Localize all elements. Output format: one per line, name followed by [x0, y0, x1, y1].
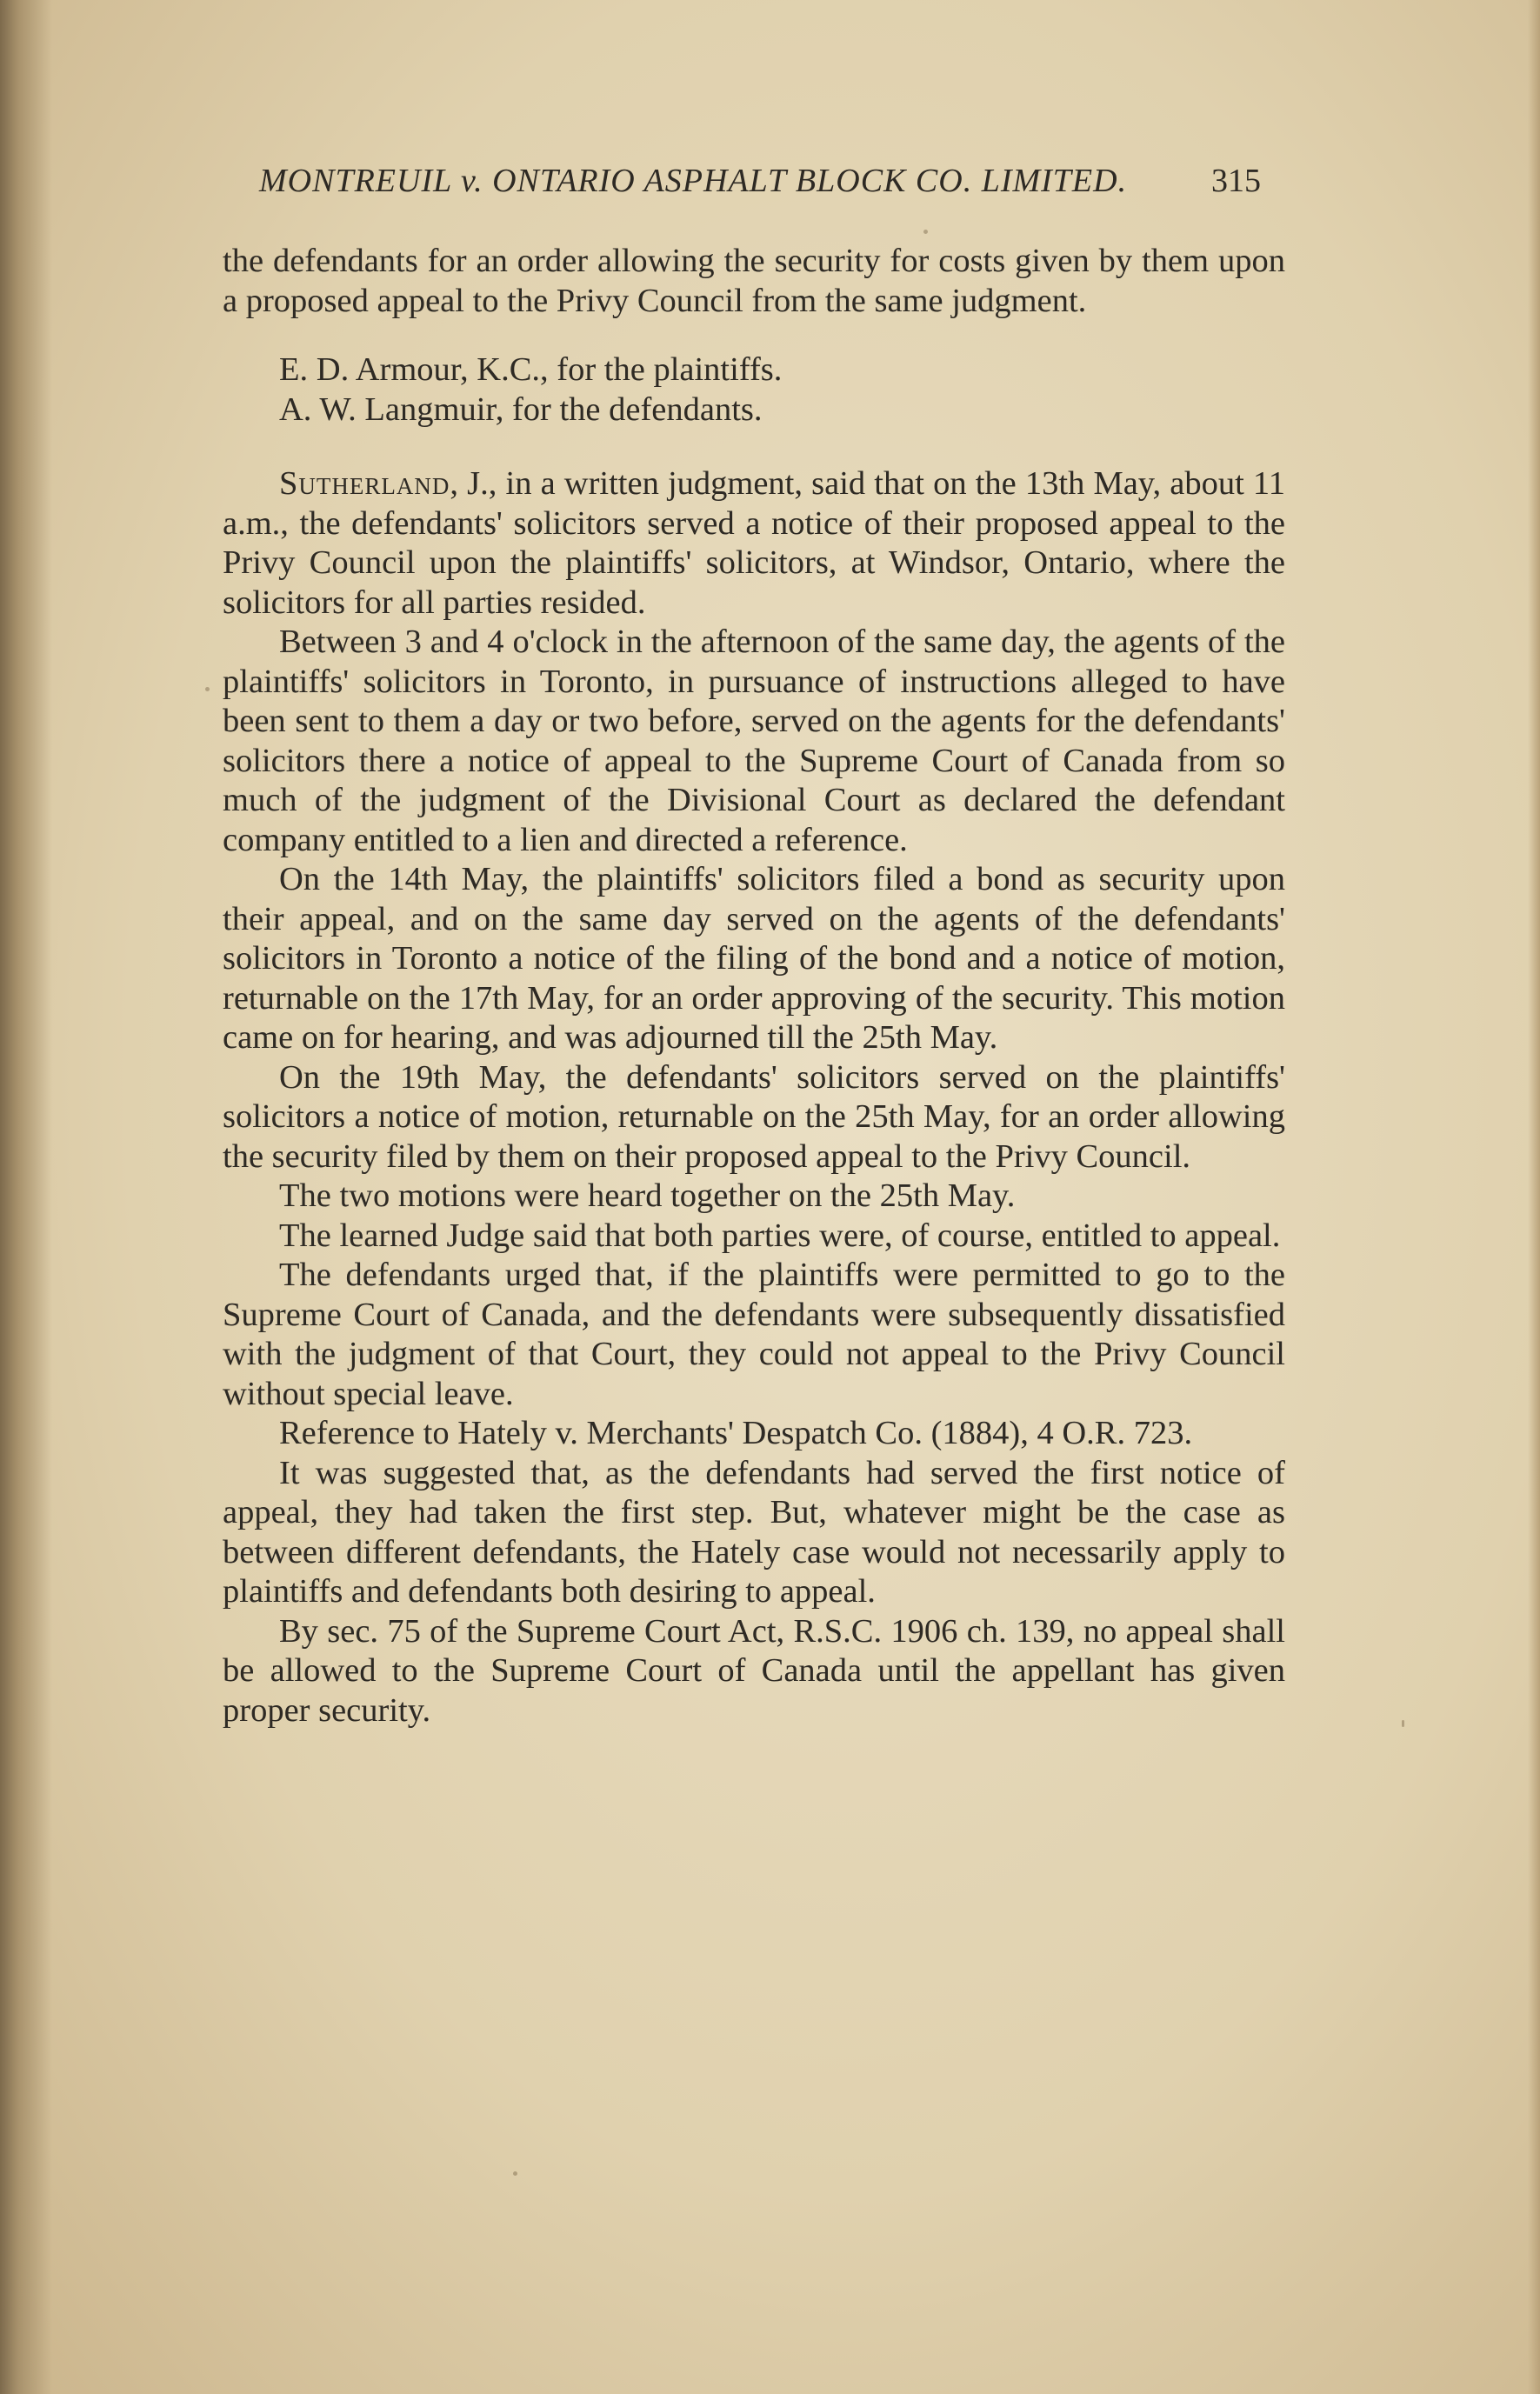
- judge-name: Sutherland: [279, 465, 450, 502]
- paper-speck: [923, 230, 928, 234]
- paragraph: The defendants urged that, if the plaintiffs were permitted to go to the Supreme Court of Canada, and the defendants were subsequently dissatisfied with the judgment of that Court, they could not appeal to the Privy Council without special leave.: [223, 1257, 1285, 1412]
- page-edge-shading: [1528, 0, 1540, 2394]
- intro-paragraph: the defendants for an order allowing the security for costs given by them upon a proposed appeal to the Privy Council from the same judgment.: [223, 243, 1285, 319]
- paper-speck: [205, 687, 210, 691]
- paragraph: The two motions were heard together on the 25th May.: [279, 1177, 1016, 1214]
- paper-speck: [920, 1359, 923, 1363]
- paragraph: On the 19th May, the defendants' solicitors served on the plaintiffs' solicitors a notice of motion, returnable on the 25th May, for an order allowing the security filed by them on their proposed appeal to the Privy Council.: [223, 1058, 1285, 1175]
- paragraph: By sec. 75 of the Supreme Court Act, R.S.C. 1906 ch. 139, no appeal shall be allowed to the Supreme Court of Canada until the appellant has given proper security.: [223, 1612, 1285, 1729]
- page-number: 315: [1211, 163, 1261, 199]
- paper-speck: [513, 2171, 517, 2176]
- running-head: [252, 162, 1261, 207]
- counsel-plaintiffs: E. D. Armour, K.C., for the plaintiffs.: [279, 351, 783, 388]
- paragraph: Between 3 and 4 o'clock in the afternoon of the same day, the agents of the plaintiffs' solicitors in Toronto, in pursuance of instructions alleged to have been sent to them a day or two before, served on the agents for the defendants' solicitors there a notice of appeal to the Supreme Court of Canada from so much of the judgment of the Divisional Court as declared the defendant company entitled to a lien and directed a reference.: [223, 624, 1285, 858]
- paragraph: It was suggested that, as the defendants had served the first notice of appeal, they had taken the first step. But, whatever might be the case as between different defendants, the Hately case would not necessarily apply to plaintiffs and defendants both desiring to appeal.: [223, 1454, 1285, 1610]
- counsel-defendants: A. W. Langmuir, for the defendants.: [279, 390, 763, 428]
- judgment-opening-paragraph: [223, 464, 1285, 623]
- binding-gutter-shadow: [0, 0, 52, 2394]
- paragraph: Reference to Hately v. Merchants' Despatch Co. (1884), 4 O.R. 723.: [279, 1415, 1193, 1451]
- paragraph: On the 14th May, the plaintiffs' solicitors filed a bond as security upon their appeal, and on the same day served on the agents of the defendants' solicitors in Toronto a notice of the filing of the bond and a notice of motion, returnable on the 17th May, for an order approving of the security. This motion came on for hearing, and was adjourned till the 25th May.: [223, 861, 1285, 1056]
- paper-speck: [1402, 1720, 1404, 1727]
- paragraph: The learned Judge said that both parties were, of course, entitled to appeal.: [279, 1217, 1281, 1254]
- body-text: [223, 242, 1285, 1730]
- judgment-opening-text: , J., in a written judgment, said that on the 13th May, about 11 a.m., the defendants' solicitors served a notice of their proposed appeal to the Privy Council upon the plaintiffs' solicitors, at Windsor, Ontario, where the solicitors for all parties resided.: [223, 465, 1285, 621]
- running-title: MONTREUIL v. ONTARIO ASPHALT BLOCK CO. LIMITED.: [259, 163, 1128, 199]
